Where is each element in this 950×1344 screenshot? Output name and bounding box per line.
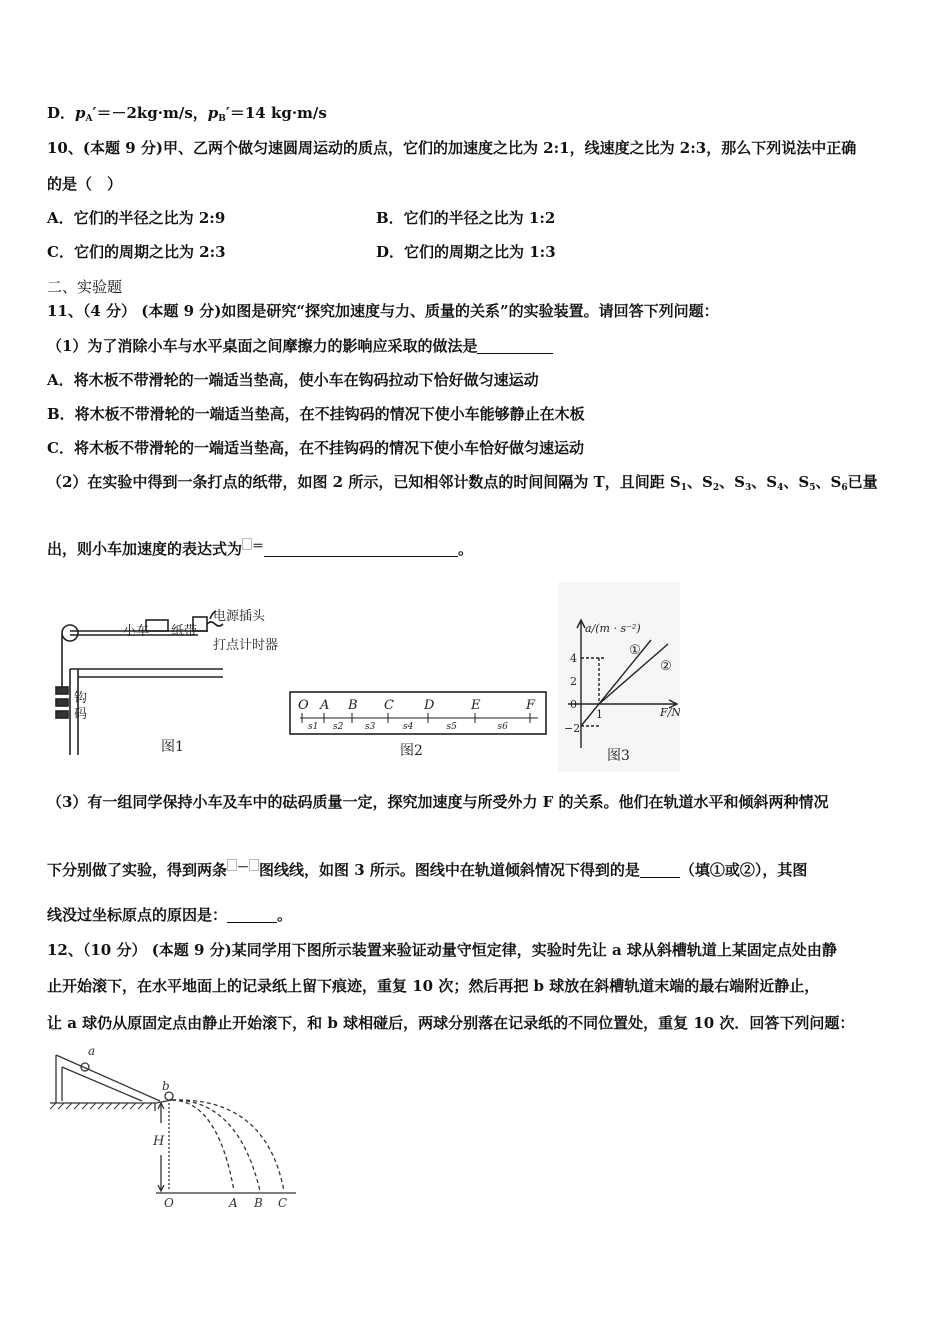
- q11-stem: 11、（4 分） (本题 9 分)如图是研究“探究加速度与力、质量的关系”的实验装置。请回答下列问题：: [47, 302, 719, 320]
- collision-label-H: H: [153, 1134, 165, 1149]
- collision-label-C: C: [278, 1196, 288, 1210]
- fig3-ytick-0: 0: [570, 698, 577, 711]
- missing-symbol-icon: [242, 538, 252, 550]
- tape-point-F: F: [526, 698, 536, 713]
- tape-segment-s6: s6: [497, 722, 508, 732]
- q11-part1-option-b: B．将木板不带滑轮的一端适当垫高，在不挂钩码的情况下使小车能够静止在木板: [47, 405, 585, 423]
- q11-part1: （1）为了消除小车与水平桌面之间摩擦力的影响应采取的做法是: [47, 336, 553, 356]
- q12-stem-line3: 让 a 球仍从原固定点由静止开始滚下，和 b 球相碰后，两球分别落在记录纸的不同位置处，重复 10 次．回答下列问题：: [47, 1014, 855, 1032]
- q10-stem-line1: 10、(本题 9 分)甲、乙两个做匀速圆周运动的质点，它们的加速度之比为 2:1，线速度之比为 2:3，那么下列说法中正确: [47, 139, 857, 157]
- fig2-caption: 图2: [400, 743, 423, 759]
- tape-segment-s2: s2: [333, 722, 344, 732]
- q11-part3-line2: 下分别做了实验，得到两条 － 图线线，如图 3 所示。图线中在轨道倾斜情况下得到的是 （填①或②），其图: [47, 860, 808, 879]
- fig1-label-plug: 电源插头: [213, 609, 266, 624]
- collision-label-a: a: [88, 1045, 96, 1058]
- q9-option-d: D．$p_A'=-2kg\cdot m/s$，$p_B'=14$ kg·m/s: [47, 104, 327, 124]
- fig1-label-hook1: 钩: [74, 691, 88, 706]
- collision-label-b: b: [162, 1079, 170, 1093]
- q10-option-a: A．它们的半径之比为 2:9: [47, 209, 226, 227]
- missing-symbol-icon: [249, 859, 259, 871]
- figure-2-tape: [288, 688, 550, 763]
- fig1-label-hook2: 码: [74, 707, 88, 722]
- fig1-label-timer: 打点计时器: [213, 638, 279, 653]
- fig3-xtick-1: 1: [596, 708, 603, 721]
- fig3-ytick-4: 4: [570, 652, 577, 665]
- q12-stem-line2: 止开始滚下，在水平地面上的记录纸上留下痕迹，重复 10 次；然后再把 b 球放在斜槽轨道末端的最右端附近静止，: [47, 977, 820, 995]
- figure-3-graph: [558, 582, 680, 772]
- q11-part1-option-c: C．将木板不带滑轮的一端适当垫高，在不挂钩码的情况下使小车恰好做匀速运动: [47, 439, 584, 457]
- missing-symbol-icon: [227, 859, 237, 871]
- q11-part2-line1: （2）在实验中得到一条打点的纸带，如图 2 所示，已知相邻计数点的时间间隔为 T，且间距 $S_1$、$S_2$、$S_3$、$S_4$、$S_5$、$S_6$已量: [47, 473, 878, 493]
- fig1-label-car: 小车: [123, 624, 150, 639]
- collision-label-O: O: [164, 1196, 174, 1210]
- q10-option-b: B．它们的半径之比为 1:2: [376, 209, 556, 227]
- tape-segment-s1: s1: [308, 722, 319, 732]
- fig3-line1-label: ①: [629, 643, 641, 658]
- answer-blank[interactable]: [477, 339, 553, 354]
- q11-part3-line3: 线没过坐标原点的原因是： 。: [47, 906, 293, 924]
- fig3-xlabel: F/N: [660, 706, 680, 719]
- q10-stem-line2: 的是（ ）: [47, 175, 123, 193]
- fig3-ytick-neg2: −2: [564, 722, 581, 735]
- collision-label-B: B: [254, 1196, 263, 1210]
- tape-point-E: E: [471, 698, 481, 713]
- section-title: 二、实验题: [47, 278, 123, 296]
- figure-1-apparatus: [48, 605, 298, 765]
- answer-blank[interactable]: [640, 863, 680, 878]
- fig3-ylabel: a/(m · s⁻²): [585, 622, 641, 635]
- q10-option-c: C．它们的周期之比为 2:3: [47, 243, 226, 261]
- tape-segment-s3: s3: [365, 722, 376, 732]
- tape-segment-s4: s4: [403, 722, 414, 732]
- q12-stem-line1: 12、（10 分） (本题 9 分)某同学用下图所示装置来验证动量守恒定律，实验时先让 a 球从斜槽轨道上某固定点处由静: [47, 941, 837, 959]
- fig1-label-tape: 纸带: [171, 624, 198, 639]
- q11-part3-line1: （3）有一组同学保持小车及车中的砝码质量一定，探究加速度与所受外力 F 的关系。他们在轨道水平和倾斜两种情况: [47, 793, 829, 811]
- tape-point-A: A: [320, 698, 330, 713]
- figure-collision-apparatus: [48, 1045, 303, 1210]
- fig3-caption: 图3: [607, 748, 630, 764]
- fig2-points: [298, 698, 536, 732]
- fig3-line2-label: ②: [660, 659, 672, 674]
- q10-option-d: D．它们的周期之比为 1:3: [376, 243, 556, 261]
- q11-part2-line2: 出，则小车加速度的表达式为 ＝ 。: [47, 539, 474, 558]
- tape-point-B: B: [348, 698, 358, 713]
- tape-segment-s5: s5: [446, 722, 457, 732]
- fig3-ytick-2: 2: [570, 675, 577, 688]
- q11-part1-option-a: A．将木板不带滑轮的一端适当垫高，使小车在钩码拉动下恰好做匀速运动: [47, 371, 539, 389]
- tape-point-C: C: [384, 698, 394, 713]
- tape-point-O: O: [298, 698, 309, 713]
- answer-blank[interactable]: [227, 908, 277, 923]
- collision-label-A: A: [229, 1196, 238, 1210]
- fig1-caption: 图1: [161, 739, 184, 755]
- answer-blank[interactable]: [264, 542, 458, 557]
- tape-point-D: D: [424, 698, 435, 713]
